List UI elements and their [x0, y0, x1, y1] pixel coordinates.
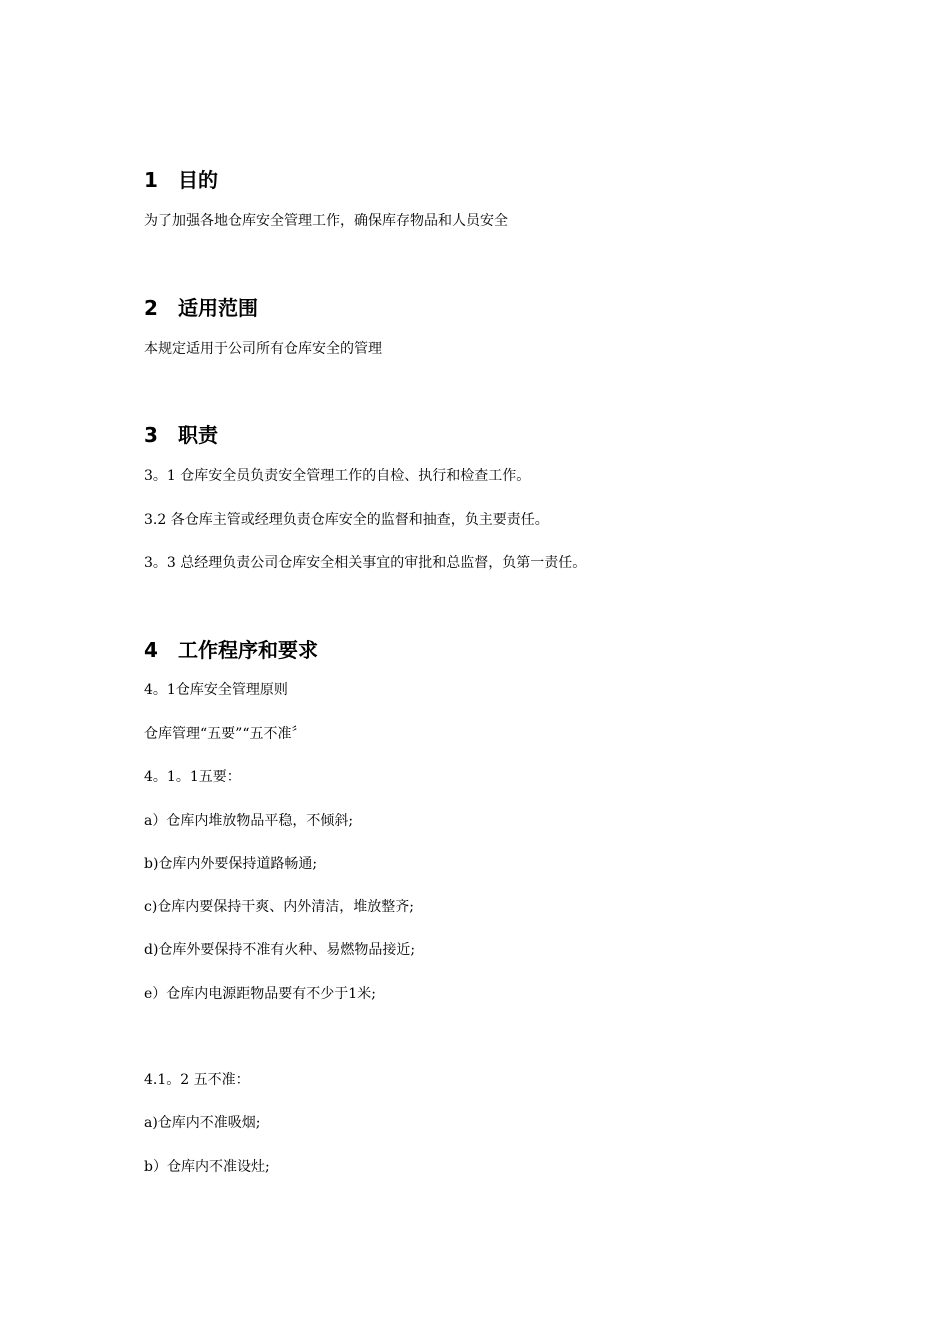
section-number: 4 — [144, 638, 158, 662]
section-3-heading — [144, 423, 218, 447]
section-number: 2 — [144, 296, 158, 320]
paragraph: a）仓库内堆放物品平稳，不倾斜; — [144, 813, 354, 829]
paragraph: 仓库管理“五要”“五不准〞 — [144, 726, 306, 742]
paragraph: 本规定适用于公司所有仓库安全的管理 — [144, 341, 382, 357]
paragraph: a)仓库内不准吸烟; — [144, 1115, 261, 1131]
paragraph: 4.1。2 五不准： — [144, 1072, 250, 1088]
section-2-heading — [144, 296, 258, 320]
section-title: 目的 — [178, 168, 218, 192]
paragraph: 3.2 各仓库主管或经理负责仓库安全的监督和抽查，负主要责任。 — [144, 512, 549, 528]
section-title: 职责 — [178, 423, 218, 447]
paragraph: b)仓库内外要保持道路畅通; — [144, 856, 318, 872]
section-title: 适用范围 — [178, 296, 258, 320]
section-1-heading — [144, 168, 218, 192]
paragraph: 4。1。1五要： — [144, 769, 241, 785]
paragraph: 为了加强各地仓库安全管理工作，确保库存物品和人员安全 — [144, 213, 508, 229]
section-number: 1 — [144, 168, 158, 192]
paragraph: c)仓库内要保持干爽、内外清洁，堆放整齐; — [144, 899, 415, 915]
section-4-heading — [144, 638, 318, 662]
paragraph: 4。1仓库安全管理原则 — [144, 682, 288, 698]
paragraph: e）仓库内电源距物品要有不少于1米; — [144, 986, 376, 1002]
paragraph: d)仓库外要保持不准有火种、易燃物品接近; — [144, 942, 416, 958]
section-number: 3 — [144, 423, 158, 447]
paragraph: b）仓库内不准设灶; — [144, 1159, 270, 1175]
section-title: 工作程序和要求 — [178, 638, 318, 662]
paragraph: 3。1 仓库安全员负责安全管理工作的自检、执行和检查工作。 — [144, 468, 531, 484]
paragraph: 3。3 总经理负责公司仓库安全相关事宜的审批和总监督，负第一责任。 — [144, 555, 587, 571]
